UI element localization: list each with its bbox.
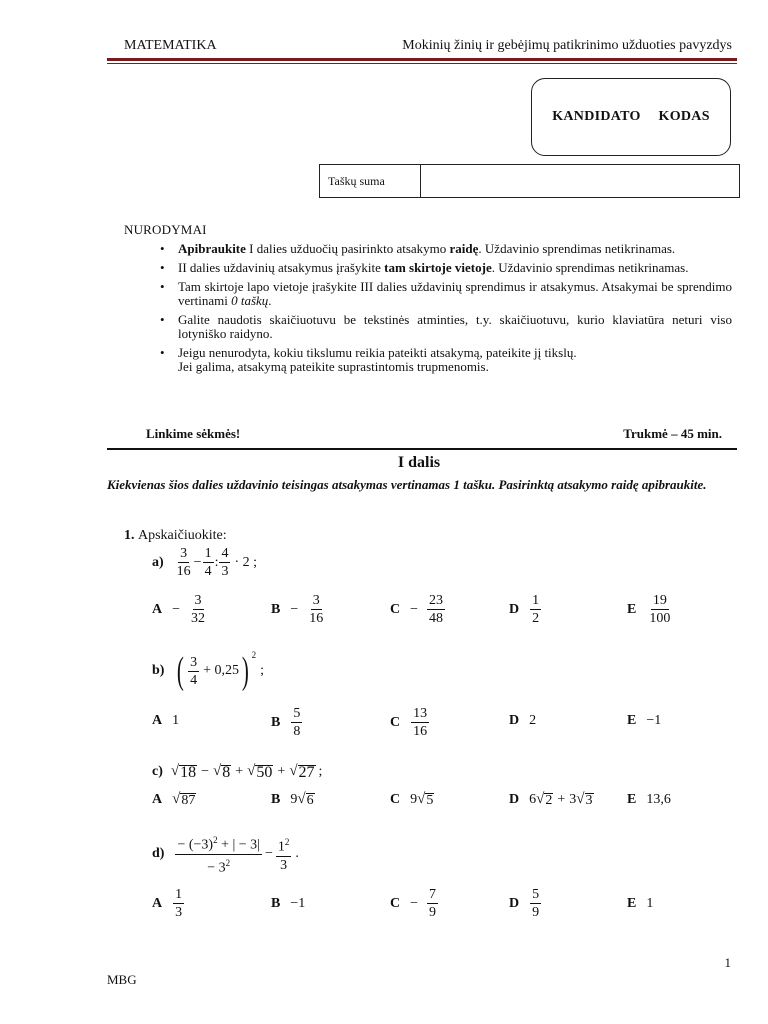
good-luck-text: Linkime sėkmės!: [146, 426, 241, 441]
option-1d-B[interactable]: B −1: [271, 896, 306, 911]
header-rule-thin: [107, 63, 737, 64]
document-title: Mokinių žinių ir gebėjimų patikrinimo užduoties pavyzdys: [402, 38, 732, 53]
option-1c-B[interactable]: B 9 √ 6: [271, 791, 314, 808]
instruction-item: • II dalies uždavinių atsakymus įrašykite tam skirtoje vietoje. Uždavinio sprendimas netikrinamas.: [160, 261, 732, 275]
option-1d-C[interactable]: C − $\frac{7}{9}$: [390, 887, 437, 920]
duration-text: Trukmė – 45 min.: [623, 426, 722, 441]
instruction-item: • Apibraukite I dalies užduočių pasirinkto atsakymo raidę. Uždavinio sprendimas netikrinamas.: [160, 242, 732, 256]
score-table: [319, 164, 740, 198]
part-description: Kiekvienas šios dalies uždavinio teisingas atsakymas vertinamas 1 tašku. Pasirinktą atsakymo raidę apibraukite.: [107, 477, 707, 492]
option-1a-C[interactable]: C − $\frac{23}{48}$: [390, 593, 444, 626]
option-1b-D[interactable]: D 2: [509, 713, 537, 728]
question-1c-expression: c) √ 18 − √ 8 + √ 50 + √ 27 ;: [152, 763, 323, 781]
score-label: Taškų suma: [320, 165, 421, 197]
option-1d-A[interactable]: A $\frac{1}{3}$: [152, 887, 183, 920]
option-1a-D[interactable]: D $\frac{1}{2}$: [509, 593, 540, 626]
option-1b-B[interactable]: B $\frac{5}{8}$: [271, 706, 301, 739]
subject-title: MATEMATIKA: [124, 38, 217, 53]
option-1c-A[interactable]: A √ 87: [152, 791, 196, 808]
option-1c-C[interactable]: C 9 √ 5: [390, 791, 434, 808]
question-1-heading: 1. Apskaičiuokite:: [124, 528, 227, 543]
option-1a-A[interactable]: A − $\frac{3}{32}$: [152, 593, 206, 626]
score-value-field[interactable]: [421, 165, 739, 197]
candidate-code-label: KANDIDATO KODAS: [552, 109, 710, 124]
section-divider: [107, 448, 737, 450]
instruction-item: • Jeigu nenurodyta, kokiu tikslumu reikia pateikti atsakymą, pateikite jį tikslų. Jei galima, atsakymą pateikite suprastintomis trupmenomis.: [160, 346, 732, 374]
part-title: I dalis: [397, 454, 441, 471]
instructions-title: NURODYMAI: [124, 222, 207, 237]
candidate-code-box[interactable]: [531, 78, 731, 156]
option-1d-E[interactable]: E 1: [627, 896, 654, 911]
option-1c-D[interactable]: D 6 √ 2 + 3 √ 3: [509, 791, 593, 808]
instruction-item: • Galite naudotis skaičiuotuvu be tekstinės atminties, t.y. skaičiuotuvu, kurio klaviatūra neturi viso lotyniško raidyno.: [160, 313, 732, 341]
instructions-list: [160, 242, 732, 379]
instruction-item: • Tam skirtoje lapo vietoje įrašykite III dalies uždavinių sprendimus ir atsakymus. Atsakymai be sprendimo vertinami 0 taškų.: [160, 280, 732, 308]
footer-code: MBG: [107, 972, 137, 987]
header-rule: [107, 58, 737, 61]
page-number: 1: [724, 955, 731, 970]
option-1a-B[interactable]: B − $\frac{3}{16}$: [271, 593, 324, 626]
option-1b-E[interactable]: E −1: [627, 713, 662, 728]
option-1a-E[interactable]: E $\frac{19}{100}$: [627, 593, 671, 626]
question-1b-expression: b) ( $\frac{3}{4}$ + 0,25 ) 2 ;: [152, 650, 265, 692]
question-1d-expression: d) $\frac{- (-3)^2 + | - 3|}{- 3^2}$ − $\frac{1^2}{3}$ .: [152, 832, 299, 876]
option-1b-C[interactable]: C $\frac{13}{16}$: [390, 706, 428, 739]
option-1c-E[interactable]: E 13,6: [627, 792, 671, 807]
option-1b-A[interactable]: A 1: [152, 713, 180, 728]
option-1d-D[interactable]: D $\frac{5}{9}$: [509, 887, 540, 920]
question-1a-expression: a) $\frac{3}{16}$ − $\frac{1}{4}$ : $\frac{4}{3}$ · 2 ;: [152, 546, 258, 579]
